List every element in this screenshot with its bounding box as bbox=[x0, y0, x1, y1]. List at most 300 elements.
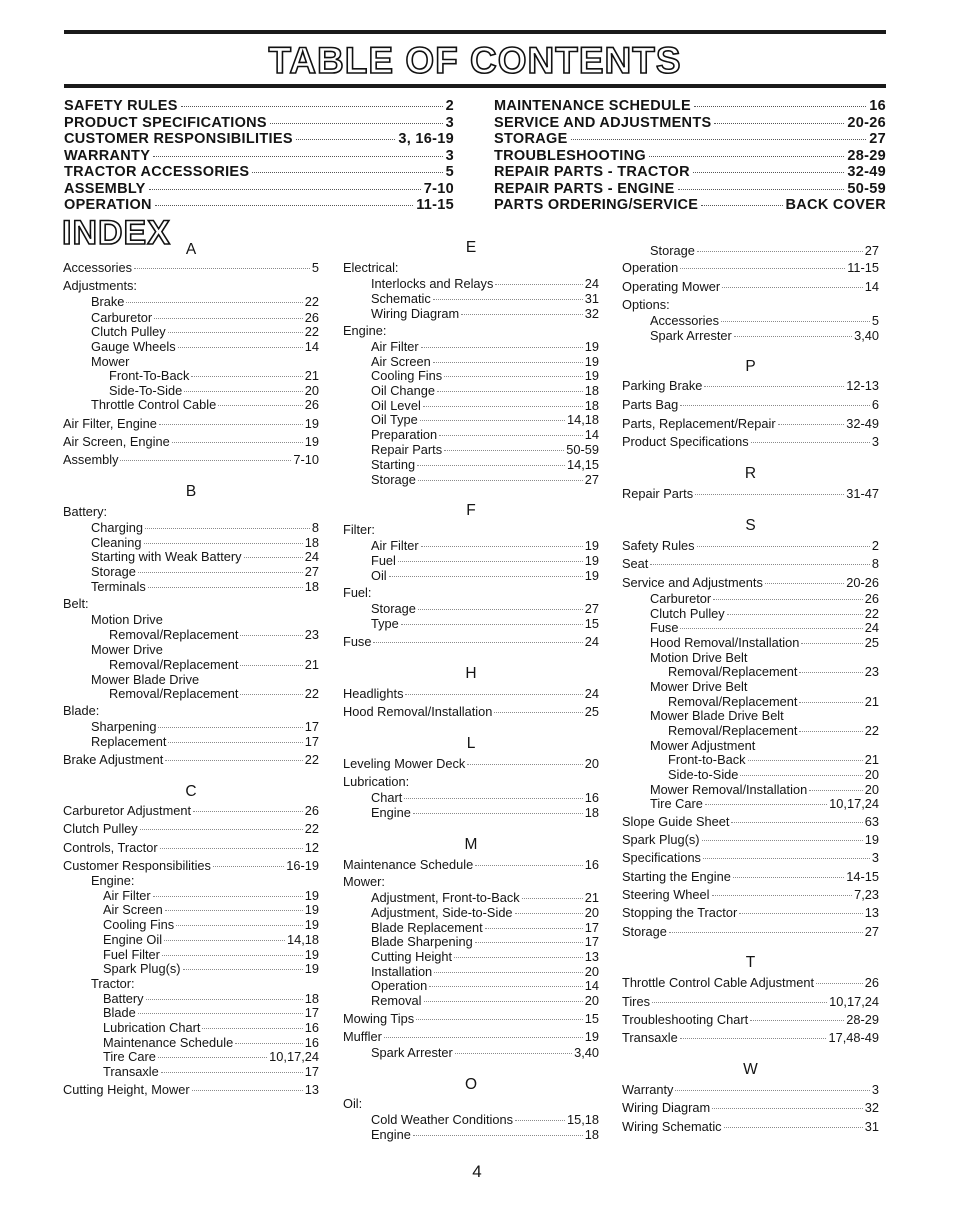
index-entry-text: Parts, Replacement/Repair bbox=[622, 416, 776, 431]
index-letter-heading: L bbox=[466, 735, 476, 752]
index-entry-text: Adjustment, Front-to-Back bbox=[371, 890, 520, 905]
dot-leader bbox=[495, 284, 582, 285]
index-entry-text: Motion Drive bbox=[91, 612, 163, 627]
dot-leader bbox=[475, 942, 583, 943]
index-entry bbox=[343, 306, 599, 322]
index-entry bbox=[63, 976, 319, 992]
dot-leader bbox=[429, 986, 583, 987]
index-entry bbox=[622, 887, 879, 903]
index-entry-text: Operation bbox=[622, 260, 679, 275]
dot-leader bbox=[739, 913, 863, 914]
index-entry bbox=[343, 442, 599, 458]
index-entry bbox=[622, 708, 879, 724]
index-entry bbox=[63, 642, 319, 658]
dot-leader bbox=[444, 376, 583, 377]
index-entry bbox=[63, 803, 319, 819]
index-entry bbox=[622, 416, 879, 432]
index-entry bbox=[622, 905, 879, 921]
index-entry bbox=[63, 579, 319, 595]
index-entry-text: Warranty bbox=[622, 1082, 674, 1097]
dot-leader bbox=[398, 561, 583, 562]
index-entry bbox=[343, 790, 599, 806]
dot-leader bbox=[134, 268, 310, 269]
index-entry-page: 8 bbox=[311, 520, 319, 535]
index-entry-text: Battery: bbox=[63, 504, 108, 519]
index-entry-page: 10,17,24 bbox=[829, 994, 879, 1009]
index-entry-text: Product Specifications bbox=[622, 434, 749, 449]
index-entry-text: Engine: bbox=[91, 873, 135, 888]
index-entry bbox=[343, 978, 599, 994]
index-entry-text: Starting with Weak Battery bbox=[91, 549, 242, 564]
dot-leader bbox=[138, 572, 303, 573]
index-entry-text: Options: bbox=[622, 297, 670, 312]
index-entry-page: 21 bbox=[864, 694, 879, 709]
title-rule bbox=[64, 84, 886, 88]
index-entry-text: Clutch Pulley bbox=[650, 606, 725, 621]
dot-leader bbox=[416, 1019, 583, 1020]
index-entry bbox=[63, 719, 319, 735]
dot-leader bbox=[252, 172, 442, 173]
index-entry bbox=[343, 601, 599, 617]
index-entry bbox=[63, 821, 319, 837]
index-entry-page: 22 bbox=[304, 752, 319, 767]
index-entry-page: 17,48-49 bbox=[828, 1030, 879, 1045]
index-entry-page: 26 bbox=[304, 310, 319, 325]
page-number: 4 bbox=[472, 1162, 482, 1181]
dot-leader bbox=[184, 391, 303, 392]
index-entry bbox=[343, 704, 599, 720]
index-entry-page: 21 bbox=[304, 657, 319, 672]
toc-entry bbox=[494, 98, 886, 115]
toc-entry-page: 50-59 bbox=[847, 180, 886, 197]
index-entry-text: Engine bbox=[371, 1127, 411, 1142]
toc-entry bbox=[64, 197, 454, 214]
index-entry bbox=[622, 243, 879, 259]
index-entry-page: 50-59 bbox=[566, 442, 599, 457]
index-letter-heading: E bbox=[465, 239, 477, 256]
dot-leader bbox=[727, 614, 863, 615]
index-entry-page: 21 bbox=[584, 890, 599, 905]
dot-leader bbox=[444, 450, 564, 451]
dot-leader bbox=[697, 251, 863, 252]
dot-leader bbox=[799, 672, 862, 673]
index-entry-page: 17 bbox=[584, 920, 599, 935]
index-entry bbox=[63, 1049, 319, 1065]
index-letter-heading: C bbox=[185, 783, 197, 800]
dot-leader bbox=[455, 1053, 572, 1054]
index-entry-page: 16 bbox=[584, 857, 599, 872]
index-entry bbox=[622, 1012, 879, 1028]
dot-leader bbox=[650, 564, 870, 565]
index-entry-page: 26 bbox=[864, 591, 879, 606]
index-entry-page: 26 bbox=[864, 975, 879, 990]
dot-leader bbox=[168, 332, 303, 333]
toc-entry bbox=[494, 115, 886, 132]
toc-left-column bbox=[64, 98, 454, 214]
index-entry bbox=[63, 416, 319, 432]
index-entry-text: Safety Rules bbox=[622, 538, 695, 553]
index-entry-page: 21 bbox=[304, 368, 319, 383]
index-entry-text: Maintenance Schedule bbox=[103, 1035, 234, 1050]
index-entry bbox=[622, 260, 879, 276]
dot-leader bbox=[168, 742, 302, 743]
index-entry-text: Mower Drive Belt bbox=[650, 679, 748, 694]
dot-leader bbox=[146, 999, 303, 1000]
index-entry bbox=[343, 1112, 599, 1128]
index-letter-heading: M bbox=[464, 836, 478, 853]
index-entry-text: Spark Arrester bbox=[650, 328, 732, 343]
dot-leader bbox=[126, 302, 302, 303]
index-entry-page: 10,17,24 bbox=[829, 796, 879, 811]
index-entry bbox=[343, 1045, 599, 1061]
dot-leader bbox=[515, 1120, 565, 1121]
index-entry-text: Mower Removal/Installation bbox=[650, 782, 808, 797]
index-entry bbox=[63, 873, 319, 889]
toc-entry-title: MAINTENANCE SCHEDULE bbox=[494, 98, 691, 114]
index-entry-text: Fuse bbox=[343, 634, 372, 649]
index-entry bbox=[343, 368, 599, 384]
dot-leader bbox=[675, 1090, 869, 1091]
index-entry-text: Removal/Replacement bbox=[109, 657, 239, 672]
toc-entry-page: 28-29 bbox=[847, 147, 886, 164]
toc-entry-page: 2 bbox=[445, 98, 454, 114]
index-entry bbox=[343, 553, 599, 569]
index-entry-page: 10,17,24 bbox=[269, 1049, 319, 1064]
index-entry-text: Cooling Fins bbox=[103, 917, 175, 932]
index-title: INDEX bbox=[62, 214, 171, 252]
index-entry bbox=[343, 1127, 599, 1143]
dot-leader bbox=[461, 314, 583, 315]
index-entry-text: Mower bbox=[91, 354, 130, 369]
index-entry-text: Fuel bbox=[371, 553, 396, 568]
index-entry-page: 17 bbox=[304, 1064, 319, 1079]
index-entry-page: 22 bbox=[864, 723, 879, 738]
index-entry bbox=[622, 796, 879, 812]
index-entry-page: 20 bbox=[584, 964, 599, 979]
dot-leader bbox=[240, 694, 302, 695]
index-entry-page: 27 bbox=[864, 243, 879, 258]
index-entry bbox=[63, 932, 319, 948]
toc-entry bbox=[64, 131, 454, 148]
index-entry bbox=[622, 1082, 879, 1098]
toc-entry-page: 32-49 bbox=[847, 164, 886, 180]
index-entry-page: 13 bbox=[584, 949, 599, 964]
index-entry-text: Removal/Replacement bbox=[668, 723, 798, 738]
index-entry-page: 19 bbox=[304, 947, 319, 962]
dot-leader bbox=[751, 442, 870, 443]
toc-entry bbox=[64, 181, 454, 198]
index-entry-text: Wiring Diagram bbox=[371, 306, 460, 321]
toc-entry bbox=[64, 148, 454, 165]
index-letter-heading: S bbox=[745, 517, 756, 534]
index-entry-page: 13 bbox=[304, 1082, 319, 1097]
index-entry-page: 7,23 bbox=[854, 887, 879, 902]
index-entry-text: Front-to-Back bbox=[668, 752, 746, 767]
index-entry bbox=[622, 924, 879, 940]
dot-leader bbox=[750, 1020, 844, 1021]
index-entry-text: Slope Guide Sheet bbox=[622, 814, 730, 829]
index-entry bbox=[343, 427, 599, 443]
index-entry bbox=[63, 902, 319, 918]
index-entry bbox=[343, 339, 599, 355]
index-entry-page: 3 bbox=[871, 1082, 879, 1097]
dot-leader bbox=[433, 299, 583, 300]
index-entry bbox=[622, 664, 879, 680]
index-entry-page: 5 bbox=[311, 260, 319, 275]
index-entry-text: Preparation bbox=[371, 427, 438, 442]
index-entry bbox=[63, 734, 319, 750]
index-entry bbox=[63, 260, 319, 276]
index-entry-page: 7-10 bbox=[293, 452, 319, 467]
index-entry-text: Hood Removal/Installation bbox=[343, 704, 493, 719]
index-entry-page: 22 bbox=[304, 686, 319, 701]
index-entry bbox=[343, 890, 599, 906]
index-entry bbox=[622, 378, 879, 394]
dot-leader bbox=[405, 694, 582, 695]
index-entry bbox=[63, 840, 319, 856]
dot-leader bbox=[652, 1002, 827, 1003]
dot-leader bbox=[384, 1037, 583, 1038]
dot-leader bbox=[571, 139, 867, 140]
index-entry-text: Carburetor bbox=[650, 591, 712, 606]
index-entry-text: Steering Wheel bbox=[622, 887, 710, 902]
dot-leader bbox=[433, 362, 583, 363]
index-entry-page: 16 bbox=[304, 1035, 319, 1050]
toc-right-column bbox=[494, 98, 886, 214]
index-entry-page: 17 bbox=[584, 934, 599, 949]
dot-leader bbox=[734, 336, 852, 337]
index-entry-text: Side-to-Side bbox=[668, 767, 739, 782]
index-entry-text: Throttle Control Cable bbox=[91, 397, 217, 412]
dot-leader bbox=[680, 628, 862, 629]
dot-leader bbox=[240, 635, 302, 636]
index-entry-text: Mower Blade Drive Belt bbox=[650, 708, 784, 723]
dot-leader bbox=[454, 957, 583, 958]
index-entry-page: 22 bbox=[864, 606, 879, 621]
index-entry bbox=[622, 397, 879, 413]
index-entry-text: Battery bbox=[103, 991, 144, 1006]
index-entry bbox=[343, 291, 599, 307]
dot-leader bbox=[714, 123, 844, 124]
dot-leader bbox=[270, 123, 443, 124]
index-entry-page: 11-15 bbox=[847, 260, 879, 275]
index-entry bbox=[63, 657, 319, 673]
index-entry-page: 27 bbox=[584, 472, 599, 487]
index-entry-text: Blade: bbox=[63, 703, 100, 718]
dot-leader bbox=[373, 642, 582, 643]
dot-leader bbox=[172, 442, 303, 443]
dot-leader bbox=[120, 460, 291, 461]
index-entry-text: Gauge Wheels bbox=[91, 339, 176, 354]
toc-entry-page: 5 bbox=[445, 164, 454, 180]
dot-leader bbox=[722, 287, 863, 288]
index-entry-text: Tire Care bbox=[103, 1049, 156, 1064]
dot-leader bbox=[704, 386, 844, 387]
index-entry-page: 31 bbox=[584, 291, 599, 306]
index-entry bbox=[343, 1029, 599, 1045]
toc-entry bbox=[494, 148, 886, 165]
index-entry-page: 14 bbox=[584, 978, 599, 993]
dot-leader bbox=[693, 172, 844, 173]
index-entry-text: Cutting Height bbox=[371, 949, 453, 964]
dot-leader bbox=[434, 972, 583, 973]
dot-leader bbox=[740, 775, 862, 776]
index-entry-page: 17 bbox=[304, 734, 319, 749]
index-entry-page: 3 bbox=[871, 850, 879, 865]
index-entry-text: Stopping the Tractor bbox=[622, 905, 738, 920]
index-entry-page: 19 bbox=[584, 354, 599, 369]
index-entry-text: Fuel: bbox=[343, 585, 372, 600]
index-entry-text: Clutch Pulley bbox=[63, 821, 138, 836]
toc-entry bbox=[494, 164, 886, 181]
dot-leader bbox=[437, 391, 583, 392]
index-entry-page: 20 bbox=[584, 756, 599, 771]
index-entry bbox=[622, 434, 879, 450]
dot-leader bbox=[417, 465, 565, 466]
index-entry bbox=[343, 585, 599, 601]
index-entry bbox=[622, 850, 879, 866]
toc-entry bbox=[64, 98, 454, 115]
index-entry-page: 20 bbox=[304, 383, 319, 398]
index-entry-page: 25 bbox=[584, 704, 599, 719]
index-entry-text: Storage bbox=[622, 924, 667, 939]
index-entry-text: Engine Oil bbox=[103, 932, 163, 947]
dot-leader bbox=[158, 1057, 267, 1058]
index-entry-page: 20 bbox=[584, 905, 599, 920]
index-entry-text: Interlocks and Relays bbox=[371, 276, 494, 291]
index-entry-text: Throttle Control Cable Adjustment bbox=[622, 975, 815, 990]
index-entry bbox=[63, 504, 319, 520]
dot-leader bbox=[748, 760, 863, 761]
index-entry-page: 14,15 bbox=[566, 457, 599, 472]
dot-leader bbox=[178, 347, 303, 348]
index-entry bbox=[622, 538, 879, 554]
index-entry bbox=[622, 752, 879, 768]
index-entry bbox=[622, 620, 879, 636]
dot-leader bbox=[144, 543, 303, 544]
index-entry-text: Air Filter, Engine bbox=[63, 416, 157, 431]
dot-leader bbox=[424, 1001, 583, 1002]
index-entry-page: 31 bbox=[864, 1119, 879, 1134]
index-entry-text: Electrical: bbox=[343, 260, 399, 275]
index-entry-page: 12-13 bbox=[846, 378, 879, 393]
dot-leader bbox=[418, 480, 583, 481]
dot-leader bbox=[701, 205, 782, 206]
index-entry-text: Adjustments: bbox=[63, 278, 137, 293]
index-entry-text: Customer Responsibilities bbox=[63, 858, 211, 873]
toc-entry-title: WARRANTY bbox=[64, 147, 151, 164]
index-entry-text: Fuel Filter bbox=[103, 947, 160, 962]
index-entry-text: Engine bbox=[371, 805, 411, 820]
index-entry bbox=[63, 686, 319, 702]
index-entry-text: Air Screen bbox=[103, 902, 163, 917]
index-entry-text: Accessories bbox=[650, 313, 719, 328]
dot-leader bbox=[418, 609, 583, 610]
dot-leader bbox=[799, 731, 862, 732]
index-entry-text: Air Filter bbox=[103, 888, 151, 903]
index-entry-text: Operating Mower bbox=[622, 279, 721, 294]
dot-leader bbox=[522, 898, 583, 899]
index-entry-text: Assembly bbox=[63, 452, 119, 467]
index-entry bbox=[63, 1082, 319, 1098]
dot-leader bbox=[801, 643, 862, 644]
dot-leader bbox=[765, 583, 844, 584]
dot-leader bbox=[713, 599, 863, 600]
index-entry-page: 19 bbox=[584, 1029, 599, 1044]
index-entry-page: 5 bbox=[871, 313, 879, 328]
index-entry-page: 3,40 bbox=[574, 1045, 599, 1060]
index-entry-text: Blade bbox=[103, 1005, 136, 1020]
index-entry bbox=[622, 591, 879, 607]
dot-leader bbox=[649, 156, 844, 157]
index-entry bbox=[63, 596, 319, 612]
index-entry-page: 16 bbox=[304, 1020, 319, 1035]
index-entry bbox=[63, 1020, 319, 1036]
dot-leader bbox=[191, 376, 302, 377]
index-entry bbox=[343, 276, 599, 292]
index-entry-text: Sharpening bbox=[91, 719, 157, 734]
index-entry-page: 19 bbox=[584, 538, 599, 553]
index-entry bbox=[63, 549, 319, 565]
index-entry-text: Fuse bbox=[650, 620, 679, 635]
index-entry-page: 14,18 bbox=[286, 932, 319, 947]
index-entry-text: Headlights bbox=[343, 686, 404, 701]
toc-entry-page: 16 bbox=[869, 98, 886, 114]
index-entry-text: Spark Arrester bbox=[371, 1045, 453, 1060]
index-entry bbox=[622, 486, 879, 502]
index-entry-text: Oil: bbox=[343, 1096, 363, 1111]
index-entry-text: Tires bbox=[622, 994, 650, 1009]
index-entry-text: Operation bbox=[371, 978, 428, 993]
index-entry bbox=[343, 1011, 599, 1027]
index-entry-text: Air Screen, Engine bbox=[63, 434, 170, 449]
index-entry bbox=[343, 905, 599, 921]
dot-leader bbox=[515, 913, 583, 914]
index-entry-text: Service and Adjustments bbox=[622, 575, 763, 590]
index-letter-heading: H bbox=[465, 665, 477, 682]
index-entry-text: Repair Parts bbox=[371, 442, 443, 457]
index-entry-text: Lubrication Chart bbox=[103, 1020, 201, 1035]
index-letter-heading: T bbox=[745, 954, 756, 971]
index-entry-text: Tire Care bbox=[650, 796, 703, 811]
index-entry-page: 8 bbox=[871, 556, 879, 571]
index-entry bbox=[343, 934, 599, 950]
index-entry bbox=[343, 686, 599, 702]
dot-leader bbox=[164, 940, 285, 941]
dot-leader bbox=[155, 205, 413, 206]
dot-leader bbox=[485, 928, 583, 929]
dot-leader bbox=[494, 712, 582, 713]
toc-entry bbox=[494, 181, 886, 198]
index-entry-page: 27 bbox=[864, 924, 879, 939]
index-entry-text: Troubleshooting Chart bbox=[622, 1012, 749, 1027]
dot-leader bbox=[703, 858, 870, 859]
index-entry-page: 3 bbox=[871, 434, 879, 449]
index-entry bbox=[63, 961, 319, 977]
dot-leader bbox=[165, 910, 303, 911]
dot-leader bbox=[161, 1072, 303, 1073]
index-entry-text: Storage bbox=[371, 601, 416, 616]
index-entry bbox=[63, 520, 319, 536]
dot-leader bbox=[176, 925, 303, 926]
dot-leader bbox=[213, 866, 284, 867]
index-entry bbox=[622, 313, 879, 329]
top-rule bbox=[64, 30, 886, 34]
index-entry bbox=[622, 679, 879, 695]
index-entry bbox=[343, 472, 599, 488]
index-entry-text: Filter: bbox=[343, 522, 375, 537]
index-entry-page: 20 bbox=[864, 782, 879, 797]
